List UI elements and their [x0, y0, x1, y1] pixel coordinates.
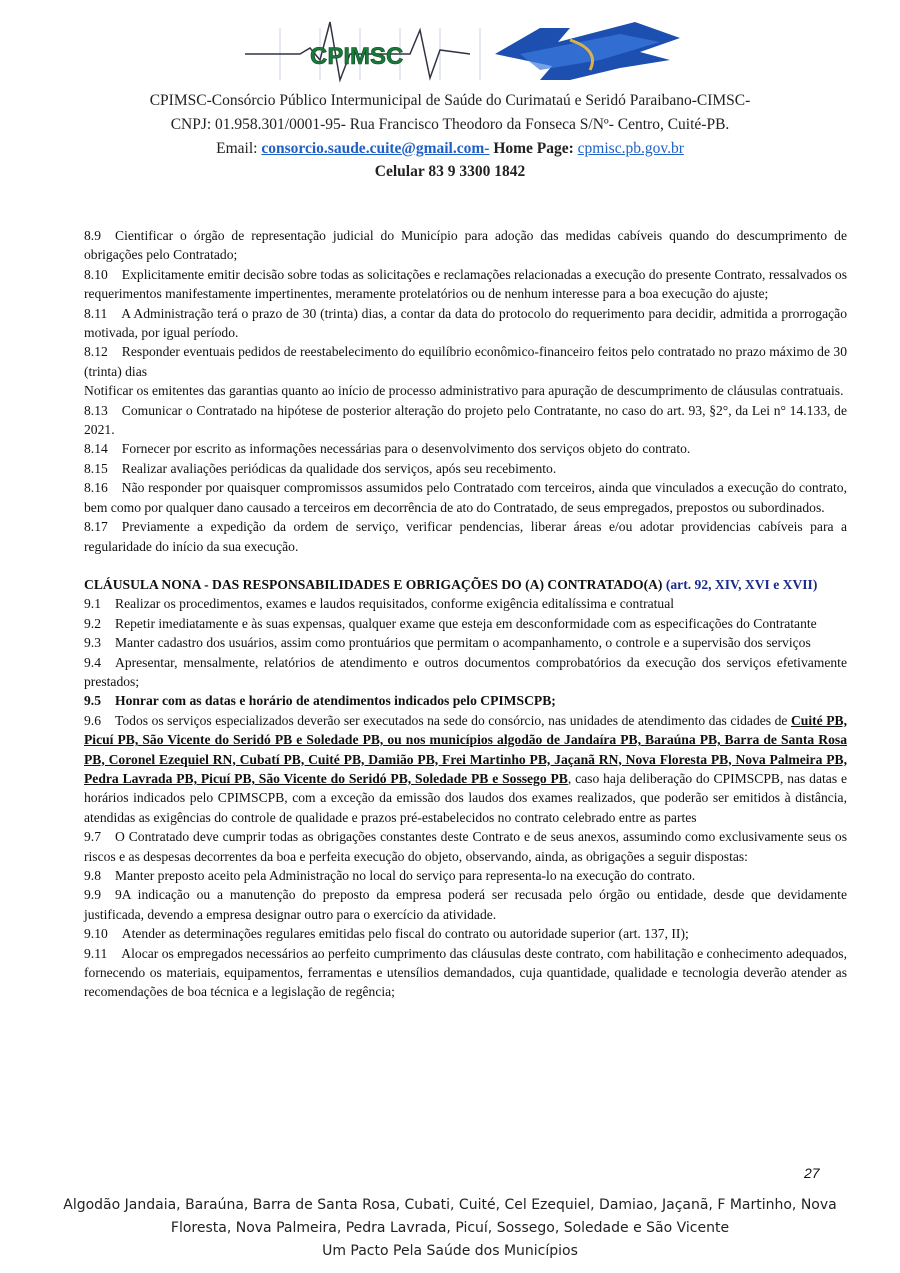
svg-text:CPIMSC: CPIMSC	[310, 43, 404, 70]
document-body	[84, 226, 847, 1002]
paragraph-text: Previamente a expedição da ordem de serviço, verificar pendencias, liberar áreas e/ou adotar providencias cabíveis para a regularidade do início da sua execução.	[84, 519, 847, 554]
paragraph	[84, 866, 847, 885]
paragraph-number: 9.4	[84, 654, 101, 670]
paragraph-text: , caso haja deliberação do CPIMSCPB, nas datas e horários indicados pelo CPIMSCPB, com a exceção da emissão dos laudos dos exames realizados, que poderão ser emitidos à distância, atendidas as exigências do controle de qualidade e prazos pré-estabelecidos no contrato celebrado entre as partes	[84, 770, 847, 825]
paragraph	[84, 711, 847, 827]
paragraph-number: 9.9	[84, 887, 101, 903]
paragraph	[84, 827, 847, 866]
paragraph-number: 9.10	[84, 926, 108, 942]
footer-municipalities: Algodão Jandaia, Baraúna, Barra de Santa Rosa, Cubati, Cuité, Cel Ezequiel, Damiao, Jaçanã, F Martinho, Nova Floresta, Nova Palmeira, Pedra Lavrada, Picuí, Sossego, Soledade e São Vicente	[63, 1197, 837, 1236]
paragraph	[84, 633, 847, 652]
paragraph-text: Responder eventuais pedidos de reestabelecimento do equilíbrio econômico-financeiro feitos pelo contratado no prazo máximo de 30 (trinta) dias	[84, 344, 847, 379]
paragraph	[84, 226, 847, 265]
paragraph-number: 9.11	[84, 945, 108, 961]
email-link[interactable]: consorcio.saude.cuite@gmail.com-	[261, 140, 490, 157]
contact-line	[0, 140, 900, 158]
paragraph	[84, 517, 847, 556]
paragraph-text: Realizar os procedimentos, exames e laudos requisitados, conforme exigência editalíssima e contratual	[115, 596, 675, 612]
paragraph-number: 9.2	[84, 615, 101, 631]
paragraph-number: 9.3	[84, 635, 101, 651]
municipalities-list: Cuité PB, Picuí PB, São Vicente do Seridó PB e Soledade PB, ou nos municípios algodão de Jandaíra PB, Baraúna PB, Barra de Santa Rosa PB, Coronel Ezequiel RN, Cubatí PB, Cuité PB, Damião PB, Frei Martinho PB, Jaçanã RN, Nova Floresta PB, Nova Palmeira PB, Pedra Lavrada PB, Picuí PB, São Vicente do Seridó PB, Soledade PB e Sossego PB	[84, 712, 847, 786]
org-name: CPIMSC-Consórcio Público Intermunicipal de Saúde do Curimataú e Seridó Paraibano-CIMSC-	[149, 92, 751, 109]
paragraph-number: 9.6	[84, 712, 101, 728]
paragraph-number: 8.10	[84, 266, 108, 282]
paragraph	[84, 614, 847, 633]
paragraph	[84, 478, 847, 517]
paragraph-number: 9.5	[84, 693, 101, 709]
phone: Celular 83 9 3300 1842	[374, 163, 526, 180]
paragraph-text: Notificar os emitentes das garantias quanto ao início de processo administrativo para apuração de descumprimento de cláusulas contratuais.	[84, 383, 844, 399]
cpimsc-logo	[240, 20, 690, 86]
clause-heading	[84, 575, 847, 594]
paragraph	[84, 944, 847, 1002]
paragraph-number: 8.17	[84, 519, 108, 535]
paragraph	[84, 381, 847, 400]
paragraph-number: 8.16	[84, 480, 108, 496]
paragraph-number: 8.9	[84, 228, 101, 243]
clause-reference: (art. 92, XIV, XVI e XVII)	[665, 576, 818, 592]
clause-title: CLÁUSULA NONA - DAS RESPONSABILIDADES E OBRIGAÇÕES DO (A) CONTRATADO(A)	[84, 576, 666, 592]
homepage-link[interactable]: cpmisc.pb.gov.br	[577, 140, 684, 157]
paragraph-text: Repetir imediatamente e às suas expensas, qualquer exame que esteja em desconformidade com as especificações do Contratante	[115, 615, 817, 631]
paragraph-text: Alocar os empregados necessários ao perfeito cumprimento das cláusulas deste contrato, com habilitação e conhecimento adequados, fornecendo os materiais, equipamentos, ferramentas e utensílios demandados, cuja quantidade, qualidade e tecnologia deverão atender as recomendações de boa técnica e a legislação de regência;	[84, 945, 847, 1000]
paragraph-text: O Contratado deve cumprir todas as obrigações constantes deste Contrato e de seus anexos, assumindo como exclusivamente seus os riscos e as despesas decorrentes da boa e perfeita execução do objeto, observando, ainda, as obrigações a seguir dispostas:	[84, 829, 847, 864]
paragraph-number: 8.15	[84, 460, 108, 476]
paragraph-number: 8.12	[84, 344, 108, 360]
footer	[60, 1194, 840, 1263]
homepage-label: Home Page:	[489, 140, 578, 157]
paragraph	[84, 459, 847, 478]
paragraph-text: Explicitamente emitir decisão sobre todas as solicitações e reclamações relacionadas a execução do presente Contrato, ressalvados os requerimentos manifestamente impertinentes, meramente protelatórios ou de nenhum interesse para a boa execução do ajuste;	[84, 266, 847, 302]
paragraph	[84, 304, 847, 343]
paragraph	[84, 342, 847, 381]
email-label: Email:	[216, 140, 262, 157]
paragraph-text: 9A indicação ou a manutenção do preposto da empresa poderá ser recusada pelo órgão ou entidade, desde que devidamente justificada, devendo a empresa designar outro para o exercício da atividade.	[84, 887, 847, 922]
paragraph-number: 9.1	[84, 596, 101, 612]
footer-slogan: Um Pacto Pela Saúde dos Municípios	[322, 1243, 578, 1259]
paragraph-text: Apresentar, mensalmente, relatórios de atendimento e outros documentos comprobatórios da execução dos serviços efetivamente prestados;	[84, 654, 847, 689]
paragraph-text: Não responder por quaisquer compromissos assumidos pelo Contratado com terceiros, ainda que vinculados a execução do contrato, bem como por qualquer dano causado a terceiros em decorrência de ato do Contratado, de seus empregados, prepostos ou subordinados.	[84, 480, 847, 515]
paragraph	[84, 885, 847, 924]
org-address: CNPJ: 01.958.301/0001-95- Rua Francisco Theodoro da Fonseca S/Nº- Centro, Cuité-PB.	[170, 116, 730, 133]
paragraph	[84, 439, 847, 458]
paragraph-text: Realizar avaliações periódicas da qualidade dos serviços, após seu recebimento.	[121, 460, 557, 476]
paragraph-text: Honrar com as datas e horário de atendimentos indicados pelo CPIMSCPB;	[115, 693, 556, 709]
paragraph-text: Comunicar o Contratado na hipótese de posterior alteração do projeto pelo Contratante, no caso do art. 93, §2°, da Lei n° 14.133, de 2021.	[84, 402, 847, 438]
paragraph	[84, 924, 847, 943]
paragraph	[84, 594, 847, 613]
paragraph	[84, 265, 847, 304]
paragraph-text: Atender as determinações regulares emitidas pelo fiscal do contrato ou autoridade superior (art. 137, II);	[121, 926, 689, 942]
paragraph-number: 8.14	[84, 441, 108, 457]
paragraph	[84, 691, 847, 710]
paragraph-text: Fornecer por escrito as informações necessárias para o desenvolvimento dos serviços objeto do contrato.	[121, 441, 691, 457]
paragraph-text: Manter preposto aceito pela Administração no local do serviço para representa-lo na execução do contrato.	[115, 868, 696, 883]
page-number: 27	[804, 1165, 820, 1181]
paragraph-number: 9.8	[84, 868, 101, 883]
paragraph-number: 8.11	[84, 305, 108, 321]
paragraph	[84, 401, 847, 440]
paragraph	[84, 653, 847, 692]
paragraph-text: Manter cadastro dos usuários, assim como prontuários que permitam o acompanhamento, o controle e a supervisão dos serviços	[115, 635, 811, 651]
paragraph-number: 8.13	[84, 402, 108, 418]
paragraph-text: Cientificar o órgão de representação judicial do Município para adoção das medidas cabíveis quando do descumprimento de obrigações pelo Contratado;	[84, 228, 847, 263]
paragraph-text: Todos os serviços especializados deverão ser executados na sede do consórcio, nas unidades de atendimento das cidades de	[115, 712, 791, 728]
paragraph-text: A Administração terá o prazo de 30 (trinta) dias, a contar da data do protocolo do requerimento para decidir, admitida a prorrogação motivada, por igual período.	[84, 305, 847, 341]
paragraph-number: 9.7	[84, 829, 101, 845]
